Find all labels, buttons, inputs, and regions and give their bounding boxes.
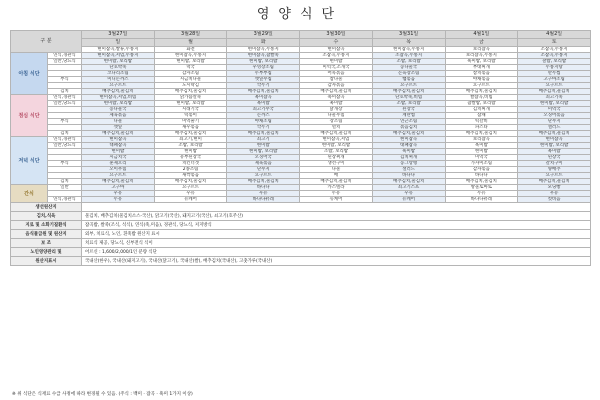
meal-sub-label: 연식,경관식 bbox=[48, 137, 82, 143]
menu-cell: 현미밥, 보리밥 bbox=[227, 149, 300, 155]
menu-cell: 조밥, 보리밥 bbox=[372, 101, 445, 107]
meal-sub-label: 김치 bbox=[48, 179, 82, 185]
menu-cell: 단무지 bbox=[227, 167, 300, 173]
menu-cell: 현미잡곡 bbox=[372, 137, 445, 143]
menu-cell: 뉴케어 bbox=[154, 197, 227, 203]
info-row bbox=[11, 257, 591, 266]
menu-cell: 바나나 bbox=[445, 173, 518, 179]
info-text bbox=[82, 203, 591, 212]
menu-cell: 배추김치,물김치 bbox=[82, 131, 155, 137]
header-rice: 조잡곡,누룽지 bbox=[518, 47, 591, 53]
menu-cell: 샐러드 bbox=[518, 125, 591, 131]
menu-cell: 우유 bbox=[82, 191, 155, 197]
menu-cell: 깻잎 bbox=[82, 125, 155, 131]
menu-cell: 현미잡곡,찹쌀죽 bbox=[227, 53, 300, 59]
menu-cell: 현미밥, 보리밥 bbox=[300, 143, 373, 149]
menu-cell: 두유 bbox=[445, 191, 518, 197]
menu-cell: 보리잡곡,누룽지 bbox=[445, 53, 518, 59]
menu-cell: 바나나 bbox=[372, 173, 445, 179]
menu-cell: 배추김치,물김치 bbox=[300, 179, 373, 185]
menu-cell: 두부부침 bbox=[227, 71, 300, 77]
info-row bbox=[11, 239, 591, 248]
menu-cell: 찰밥, 보리밥 bbox=[518, 59, 591, 65]
menu-cell: 배추김치,물김치 bbox=[372, 131, 445, 137]
menu-cell: 현미잡곡,저염,비빔 bbox=[82, 95, 155, 101]
menu-cell: 요구르트 bbox=[372, 83, 445, 89]
menu-cell: 현미밥 bbox=[82, 149, 155, 155]
menu-cell: 햄볶음 bbox=[372, 77, 445, 83]
meal-sub-label: 일반,당뇨식 bbox=[48, 59, 82, 65]
menu-cell: 오징어국 bbox=[227, 155, 300, 161]
menu-cell: 나물 bbox=[82, 119, 155, 125]
meal-sub-label: 일반,당뇨식 bbox=[48, 143, 82, 149]
page-title: 영양식단 bbox=[256, 7, 344, 22]
header-rice: 현미잡곡,누룽지 bbox=[372, 47, 445, 53]
header-rice: 현미잡곡,쌀류,누룽지 bbox=[82, 47, 155, 53]
menu-cell: 감자볶음 bbox=[445, 167, 518, 173]
menu-cell: 대패잡곡 bbox=[82, 143, 155, 149]
menu-cell: 현미밥, 보리밥 bbox=[82, 101, 155, 107]
menu-cell: 바나나 bbox=[227, 185, 300, 191]
menu-cell: 시금치나물 bbox=[154, 77, 227, 83]
info-label: 보 조 bbox=[11, 239, 82, 248]
menu-cell: 대패잡곡 bbox=[372, 143, 445, 149]
menu-cell: 파스타 bbox=[445, 125, 518, 131]
menu-cell: 방울토마토 bbox=[445, 185, 518, 191]
menu-cell: 현미밥 bbox=[445, 149, 518, 155]
menu-cell: 모닝빵 bbox=[518, 185, 591, 191]
menu-cell: 현미밥, 보리밥 bbox=[154, 101, 227, 107]
menu-cell: 떡볶이 bbox=[154, 113, 227, 119]
menu-cell: 흑미밥 bbox=[518, 149, 591, 155]
menu-cell: 김치찌개 bbox=[372, 155, 445, 161]
info-row bbox=[11, 230, 591, 239]
menu-cell: 카스텔라 bbox=[300, 185, 373, 191]
menu-cell: 감자볶음 bbox=[300, 83, 373, 89]
menu-cell: 양배추 bbox=[518, 167, 591, 173]
header-weekday: 수 bbox=[300, 39, 373, 47]
menu-cell: 가자미조림 bbox=[445, 161, 518, 167]
menu-cell: 배추김치,물김치 bbox=[445, 179, 518, 185]
info-row bbox=[11, 248, 591, 257]
menu-cell: 시금치국 bbox=[82, 155, 155, 161]
menu-cell: 배추김치,물김치 bbox=[300, 89, 373, 95]
header-row-weekdays bbox=[11, 39, 591, 47]
header-row-dates bbox=[11, 31, 591, 39]
menu-cell: 훈제오리 bbox=[82, 161, 155, 167]
info-text: 잡곡밥, 쌀죽(조식, 석식), 연식(죽,미음), 경관식, 당뇨식, 저지방식 bbox=[82, 221, 591, 230]
menu-cell: 치킨너겟 bbox=[154, 161, 227, 167]
meal-label: 저녁 식단 bbox=[11, 137, 48, 185]
menu-cell: 미역줄기 bbox=[154, 119, 227, 125]
menu-cell: 야채볶음 bbox=[445, 77, 518, 83]
menu-cell: 두유 bbox=[82, 197, 155, 203]
menu-cell: 떡갈비 bbox=[445, 119, 518, 125]
meal-sub-label: 부식 bbox=[48, 77, 82, 83]
menu-cell: 현미밥, 보리밥 bbox=[154, 59, 227, 65]
header-weekday: 화 bbox=[227, 39, 300, 47]
menu-cell: 돈까스 bbox=[227, 113, 300, 119]
menu-cell: 배추김치,물김치 bbox=[300, 131, 373, 137]
menu-cell: 요구르트 bbox=[227, 173, 300, 179]
info-label: 김치,식육 bbox=[11, 212, 82, 221]
menu-cell: 감자조림 bbox=[154, 71, 227, 77]
menu-cell: 유부된장국 bbox=[154, 155, 227, 161]
menu-cell: 떡국 bbox=[154, 65, 227, 71]
menu-cell: 콩나물국 bbox=[372, 65, 445, 71]
menu-cell: 요구르트 bbox=[445, 83, 518, 89]
menu-cell: 흑미밥 bbox=[445, 143, 518, 149]
menu-cell: 현미밥, 보리밥 bbox=[518, 143, 591, 149]
menu-cell: 오징어볶음 bbox=[518, 113, 591, 119]
menu-cell: 배추김치,물김치 bbox=[154, 179, 227, 185]
menu-cell: 부대찌개 bbox=[445, 65, 518, 71]
menu-cell: 두유 bbox=[300, 191, 373, 197]
menu-cell: 제육볶음 bbox=[227, 161, 300, 167]
menu-cell: 쇠고기무국 bbox=[227, 107, 300, 113]
menu-cell: 현미밥 bbox=[227, 143, 300, 149]
menu-cell: 미역국 bbox=[518, 107, 591, 113]
menu-cell: 현미밥 bbox=[154, 149, 227, 155]
menu-cell: 배추김치,물김치 bbox=[227, 131, 300, 137]
menu-cell: 닭개장 bbox=[300, 107, 373, 113]
menu-cell: 시래기국 bbox=[154, 107, 227, 113]
menu-cell: 갈치구이 bbox=[518, 161, 591, 167]
header-date: 3월29일 bbox=[227, 31, 300, 39]
menu-cell: 쇠고기 bbox=[227, 137, 300, 143]
info-row bbox=[11, 221, 591, 230]
menu-cell: 배추김치,물김치 bbox=[82, 89, 155, 95]
menu-cell: 샐러드 bbox=[372, 167, 445, 173]
menu-cell: 조밥, 보리밥 bbox=[300, 149, 373, 155]
menu-cell: 멸치 bbox=[300, 125, 373, 131]
menu-cell: 요구르트 bbox=[154, 185, 227, 191]
menu-cell: 현미밥 bbox=[300, 59, 373, 65]
menu-cell: 현미잡곡,저염 bbox=[300, 137, 373, 143]
meal-label: 점심 식단 bbox=[11, 95, 48, 137]
menu-cell: 흑미밥 bbox=[227, 101, 300, 107]
menu-cell: 참나물 bbox=[300, 77, 373, 83]
header-rice: 보리잡곡 bbox=[445, 47, 518, 53]
menu-cell: 배 bbox=[300, 173, 373, 179]
menu-cell: 흑미밥, 보리밥 bbox=[445, 59, 518, 65]
header-rice: 현미잡곡 bbox=[300, 47, 373, 53]
meal-sub-label: 부식 bbox=[48, 119, 82, 125]
menu-cell: 배추김치,물김치 bbox=[82, 179, 155, 185]
menu-cell: 미역국 bbox=[445, 155, 518, 161]
meal-sub-label: 연식,경관식 bbox=[48, 197, 82, 203]
menu-cell: 조밥, 보리밥 bbox=[372, 59, 445, 65]
meal-sub-label: 연식,경관식 bbox=[48, 95, 82, 101]
menu-cell: 쇠고기스프 bbox=[372, 185, 445, 191]
menu-cell: 현미잡곡,저염,누룽지 bbox=[82, 53, 155, 59]
menu-cell: 2종조림 bbox=[154, 167, 227, 173]
info-text: 국내산(한우), 국내산(돼지고기), 국내산(닭고기), 국내산(쌀), 배추김치(국내산), 고춧가루(국내산) bbox=[82, 257, 591, 266]
info-label: 음식물급원 및 원산지 bbox=[11, 230, 82, 239]
menu-cell: 요구르트 bbox=[82, 83, 155, 89]
menu-cell: 우엉장조림 bbox=[227, 65, 300, 71]
header-date: 3월28일 bbox=[154, 31, 227, 39]
menu-cell: 조밥, 보리밥 bbox=[154, 143, 227, 149]
meal-sub-label: 김치 bbox=[48, 89, 82, 95]
menu-cell: 닭가슴살죽 bbox=[154, 95, 227, 101]
menu-cell: 배추김치,물김치 bbox=[227, 179, 300, 185]
meal-sub-label: 연식,경관식 bbox=[48, 53, 82, 59]
info-text: 외부, 치료식, 노인, 흰죽밥 원산지 표시 bbox=[82, 230, 591, 239]
menu-cell: 배추김치,물김치 bbox=[154, 89, 227, 95]
info-row bbox=[11, 212, 591, 221]
menu-cell: 고구마 bbox=[82, 185, 155, 191]
menu-cell: 나물무침 bbox=[300, 113, 373, 119]
menu-cell: 된장국 bbox=[518, 155, 591, 161]
header-weekday: 금 bbox=[445, 39, 518, 47]
menu-cell: 컷비음 bbox=[518, 197, 591, 203]
menu-cell: 우유 bbox=[372, 191, 445, 197]
meal-label: 간식 bbox=[11, 185, 48, 203]
header-date: 3월31일 bbox=[372, 31, 445, 39]
menu-cell: 흑미밥 bbox=[372, 149, 445, 155]
info-text: 물김치, 배추김치(물김치소스-국산), 닭고기(국산), 돼지고기(국산), 쇠고기(호주산) bbox=[82, 212, 591, 221]
menu-cell: 쌀잡곡,비빔 bbox=[445, 95, 518, 101]
menu-cell: 된장국 bbox=[372, 107, 445, 113]
info-text: 어르신 : 1,600/2,000/1인 분량 식단 bbox=[82, 248, 591, 257]
menu-cell: 찹쌀밥, 보리밥 bbox=[445, 101, 518, 107]
menu-cell: 흑미잡곡 bbox=[300, 95, 373, 101]
menu-cell: 새싹볶음 bbox=[154, 173, 227, 179]
menu-cell: 흑미잡곡 bbox=[227, 95, 300, 101]
menu-cell: 연근조림 bbox=[372, 119, 445, 125]
menu-cell: 쇠고기,현미 bbox=[154, 137, 227, 143]
menu-cell: 우유 bbox=[154, 191, 227, 197]
info-text: 치료식 제공, 당뇨식, 신부전식 식이 bbox=[82, 239, 591, 248]
menu-cell: 김치찌개 bbox=[445, 107, 518, 113]
menu-cell: 배추김치,물김치 bbox=[518, 131, 591, 137]
meal-sub-label: 김치 bbox=[48, 131, 82, 137]
menu-cell: 배추김치,물김치 bbox=[372, 179, 445, 185]
menu-cell: 오이무침 bbox=[82, 167, 155, 173]
menu-cell: 배추김치,물김치 bbox=[372, 89, 445, 95]
menu-cell: 조잡곡,누룽지 bbox=[518, 53, 591, 59]
info-label: 생선원산지 bbox=[11, 203, 82, 212]
menu-cell: 야채조림 bbox=[227, 119, 300, 125]
menu-cell: 생선구이 bbox=[300, 161, 373, 167]
menu-cell: 현미잡곡 bbox=[518, 137, 591, 143]
header-weekday: 목 bbox=[372, 39, 445, 47]
menu-cell: 계란찜 bbox=[372, 113, 445, 119]
meal-sub-label: 일반,당뇨식 bbox=[48, 101, 82, 107]
meal-label: 아침 식단 bbox=[11, 53, 48, 95]
menu-cell: 장조림 bbox=[300, 119, 373, 125]
meal-sub-label: 부식 bbox=[48, 161, 82, 167]
menu-cell: 콩나물국 bbox=[82, 107, 155, 113]
menu-cell: 잡채 bbox=[445, 113, 518, 119]
menu-cell: 코다리조림 bbox=[82, 71, 155, 77]
header-rice: 현미잡곡,누룽지 bbox=[227, 47, 300, 53]
header-date: 4월2일 bbox=[518, 31, 591, 39]
menu-cell: 요구르트 bbox=[82, 173, 155, 179]
menu-cell: 동그랑땡 bbox=[372, 161, 445, 167]
menu-cell: 단호박죽 bbox=[82, 65, 155, 71]
menu-cell: 단무지 bbox=[518, 119, 591, 125]
header-weekday: 월 bbox=[154, 39, 227, 47]
menu-cell: 배추김치,물김치 bbox=[227, 89, 300, 95]
info-label: 원산지표시 bbox=[11, 257, 82, 266]
menu-cell: 된장찌개 bbox=[300, 155, 373, 161]
meal-sub-label: 일반 bbox=[48, 185, 82, 191]
menu-cell: 깍두기 bbox=[227, 83, 300, 89]
menu-cell: 흑미밥 bbox=[300, 101, 373, 107]
menu-cell: 우유 bbox=[518, 191, 591, 197]
menu-cell: 단호박죽,비빔 bbox=[372, 95, 445, 101]
menu-cell: 현미밥, 보리밥 bbox=[518, 101, 591, 107]
menu-cell: 현미밥, 보리밥 bbox=[227, 59, 300, 65]
menu-cell: 도시락김 bbox=[154, 83, 227, 89]
menu-cell: 미역국,조개국 bbox=[300, 65, 373, 71]
menu-cell: 나물 bbox=[300, 167, 373, 173]
header-weekday: 일 bbox=[82, 39, 155, 47]
menu-cell: 조잡곡,누룽지 bbox=[372, 53, 445, 59]
menu-cell: 배추김치,물김치 bbox=[518, 89, 591, 95]
menu-cell: 제육볶음 bbox=[82, 113, 155, 119]
menu-cell: 뉴케어 bbox=[300, 197, 373, 203]
info-row bbox=[11, 203, 591, 212]
menu-cell: 현미잡곡,누룽지 bbox=[154, 53, 227, 59]
header-date: 4월1일 bbox=[445, 31, 518, 39]
menu-cell: 현미잡곡 bbox=[82, 137, 155, 143]
info-label: 노인영양관리 및 bbox=[11, 248, 82, 257]
menu-cell: 요구르트 bbox=[518, 83, 591, 89]
menu-cell: 만두찜 bbox=[518, 71, 591, 77]
menu-cell: 돈육장조림 bbox=[372, 71, 445, 77]
menu-cell: 참치볶음 bbox=[445, 71, 518, 77]
menu-cell: 배추김치,물김치 bbox=[445, 89, 518, 95]
menu-cell: 어묵볶음 bbox=[300, 71, 373, 77]
menu-cell: 바나나퓨레 bbox=[445, 197, 518, 203]
header-rice: 화전 bbox=[154, 47, 227, 53]
header-weekday: 토 bbox=[518, 39, 591, 47]
info-label: 지로 및 소화기질환식 bbox=[11, 221, 82, 230]
menu-cell: 조잡곡,누룽지 bbox=[300, 53, 373, 59]
header-label: 구 분 bbox=[11, 31, 82, 53]
menu-cell: 볶음김치 bbox=[372, 125, 445, 131]
menu-cell: 배추김치,물김치 bbox=[154, 131, 227, 137]
header-date: 3월30일 bbox=[300, 31, 373, 39]
menu-cell: 보리잡곡 bbox=[445, 137, 518, 143]
menu-cell: 고구마조림 bbox=[518, 77, 591, 83]
footnote: ※ 위 식단은 식재료 수급 사정에 따라 변경될 수 있음. (주식 : 백미 · 잡곡 · 흑미 1가지 이상) bbox=[12, 392, 193, 397]
menu-cell: 깻잎무침 bbox=[227, 77, 300, 83]
menu-cell: 누룽지탕 bbox=[518, 65, 591, 71]
menu-cell: 바나나퓨레 bbox=[227, 197, 300, 203]
menu-cell: 뉴케어 bbox=[372, 197, 445, 203]
weekly-menu-table bbox=[10, 30, 591, 266]
menu-cell: 현미밥, 보리밥 bbox=[82, 59, 155, 65]
menu-cell: 우유 bbox=[227, 191, 300, 197]
menu-cell: 요구르트 bbox=[518, 173, 591, 179]
menu-cell: 쇠고기죽 bbox=[518, 95, 591, 101]
menu-cell: 배추김치,물김치 bbox=[445, 131, 518, 137]
menu-cell: 배추김치,물김치 bbox=[518, 179, 591, 185]
header-date: 3월27일 bbox=[82, 31, 155, 39]
menu-cell: 새우볶음 bbox=[154, 125, 227, 131]
menu-cell: 미니돈까스 bbox=[82, 77, 155, 83]
menu-cell: 깍두기 bbox=[227, 125, 300, 131]
